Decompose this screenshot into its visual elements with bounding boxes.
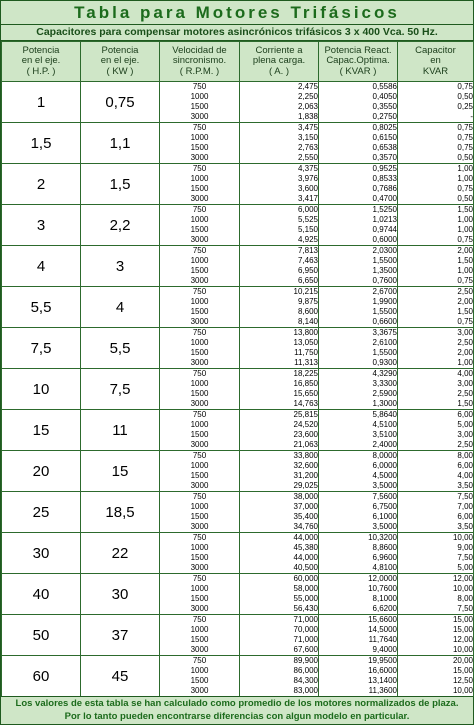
rpm-value: 1500 [160,225,240,235]
current-value: 60,000 [240,574,319,585]
current-value: 23,600 [240,430,319,440]
current-value: 25,815 [240,410,319,421]
capacitor-value: 0,75 [398,123,474,134]
header-rpm: Velocidad de sincronismo. ( R.P.M. ) [160,42,240,82]
kvar-optimal-value: 4,8100 [319,563,398,574]
kvar-optimal-value: 0,6538 [319,143,398,153]
table-row [2,369,474,380]
current-value: 18,225 [240,369,319,380]
kvar-optimal-value: 0,5586 [319,82,398,93]
current-value: 24,520 [240,420,319,430]
rpm-value: 1000 [160,543,240,553]
kvar-optimal-value: 0,9744 [319,225,398,235]
rpm-value: 1000 [160,379,240,389]
kvar-optimal-value: 1,9900 [319,297,398,307]
capacitor-value: 7,50 [398,492,474,503]
capacitor-value: 10,00 [398,686,474,697]
kw-value: 22 [81,533,160,574]
current-value: 7,813 [240,246,319,257]
kvar-optimal-value: 1,5500 [319,307,398,317]
hp-value: 7,5 [2,328,81,369]
table-row [2,533,474,544]
capacitor-value: 8,00 [398,594,474,604]
capacitor-value: 0,75 [398,133,474,143]
current-value: 67,600 [240,645,319,656]
capacitor-value: 7,50 [398,604,474,615]
rpm-value: 1500 [160,389,240,399]
rpm-value: 1000 [160,502,240,512]
kvar-optimal-value: 2,6100 [319,338,398,348]
kvar-optimal-value: 0,6600 [319,317,398,328]
kvar-optimal-value: 0,6000 [319,235,398,246]
current-value: 31,200 [240,471,319,481]
capacitor-value: 1,00 [398,266,474,276]
capacitor-value: 6,00 [398,512,474,522]
rpm-value: 1000 [160,215,240,225]
kvar-optimal-value: 0,7600 [319,276,398,287]
rpm-value: 1500 [160,102,240,112]
kvar-optimal-value: 0,4700 [319,194,398,205]
kvar-optimal-value: 1,5250 [319,205,398,216]
rpm-value: 750 [160,205,240,216]
hp-value: 5,5 [2,287,81,328]
capacitor-table [1,41,474,697]
current-value: 3,150 [240,133,319,143]
rpm-value: 1500 [160,143,240,153]
table-row [2,205,474,216]
capacitor-value: 15,00 [398,625,474,635]
current-value: 11,313 [240,358,319,369]
kvar-optimal-value: 6,0000 [319,461,398,471]
current-value: 71,000 [240,615,319,626]
kvar-optimal-value: 3,5000 [319,522,398,533]
table-row [2,492,474,503]
current-value: 10,215 [240,287,319,298]
rpm-value: 3000 [160,522,240,533]
kw-value: 45 [81,656,160,697]
rpm-value: 1500 [160,635,240,645]
capacitor-value: 0,25 [398,102,474,112]
current-value: 89,900 [240,656,319,667]
capacitor-value: 10,00 [398,584,474,594]
kvar-optimal-value: 13,1400 [319,676,398,686]
kw-value: 7,5 [81,369,160,410]
rpm-value: 3000 [160,112,240,123]
capacitor-value: 2,50 [398,389,474,399]
rpm-value: 3000 [160,604,240,615]
hp-value: 2 [2,164,81,205]
rpm-value: 1000 [160,666,240,676]
kvar-optimal-value: 1,5500 [319,348,398,358]
current-value: 15,650 [240,389,319,399]
current-value: 8,600 [240,307,319,317]
kw-value: 3 [81,246,160,287]
capacitor-value: 6,00 [398,461,474,471]
rpm-value: 750 [160,369,240,380]
current-value: 3,475 [240,123,319,134]
current-value: 14,763 [240,399,319,410]
kvar-optimal-value: 4,5100 [319,420,398,430]
current-value: 86,000 [240,666,319,676]
capacitor-value: 3,50 [398,481,474,492]
kvar-optimal-value: 2,0300 [319,246,398,257]
rpm-value: 3000 [160,399,240,410]
kw-value: 11 [81,410,160,451]
current-value: 2,475 [240,82,319,93]
rpm-value: 750 [160,328,240,339]
kvar-optimal-value: 10,7600 [319,584,398,594]
capacitor-value: 2,50 [398,338,474,348]
kvar-optimal-value: 1,0213 [319,215,398,225]
current-value: 70,000 [240,625,319,635]
capacitor-value: 6,00 [398,410,474,421]
kw-value: 1,1 [81,123,160,164]
kvar-optimal-value: 0,7686 [319,184,398,194]
capacitor-value: 0,50 [398,194,474,205]
kw-value: 18,5 [81,492,160,533]
current-value: 5,525 [240,215,319,225]
kvar-optimal-value: 15,6600 [319,615,398,626]
current-value: 2,550 [240,153,319,164]
capacitor-value: 10,00 [398,533,474,544]
rpm-value: 750 [160,451,240,462]
rpm-value: 750 [160,82,240,93]
kvar-optimal-value: 1,3000 [319,399,398,410]
footer-line-1: Los valores de esta tabla se han calculado como promedio de los motores normalizados de plaza. [15,698,459,709]
footer-note [1,696,473,724]
kvar-optimal-value: 0,9300 [319,358,398,369]
hp-value: 1,5 [2,123,81,164]
rpm-value: 1000 [160,256,240,266]
kw-value: 30 [81,574,160,615]
capacitor-value: 0,75 [398,143,474,153]
table-row [2,287,474,298]
capacitor-value: 2,00 [398,348,474,358]
kw-value: 1,5 [81,164,160,205]
capacitor-value: 12,00 [398,574,474,585]
kvar-optimal-value: 0,8025 [319,123,398,134]
kvar-optimal-value: 2,5900 [319,389,398,399]
capacitor-value: 1,00 [398,215,474,225]
page-title: Tabla para Motores Trifásicos [1,1,473,25]
table-row [2,123,474,134]
kvar-optimal-value: 9,4000 [319,645,398,656]
capacitor-value: 1,50 [398,256,474,266]
table-row [2,328,474,339]
capacitor-value: 0,75 [398,82,474,93]
current-value: 6,000 [240,205,319,216]
kvar-optimal-value: 3,5000 [319,481,398,492]
current-value: 8,140 [240,317,319,328]
kvar-optimal-value: 0,9525 [319,164,398,175]
current-value: 13,050 [240,338,319,348]
capacitor-value: 0,75 [398,235,474,246]
current-value: 56,430 [240,604,319,615]
capacitor-value: 9,00 [398,543,474,553]
rpm-value: 1500 [160,307,240,317]
current-value: 29,025 [240,481,319,492]
table-row [2,656,474,667]
current-value: 3,417 [240,194,319,205]
rpm-value: 1500 [160,348,240,358]
rpm-value: 1500 [160,471,240,481]
current-value: 7,463 [240,256,319,266]
kvar-optimal-value: 3,3675 [319,328,398,339]
hp-value: 50 [2,615,81,656]
rpm-value: 1000 [160,133,240,143]
kvar-optimal-value: 0,6150 [319,133,398,143]
rpm-value: 1500 [160,676,240,686]
capacitor-value: 0,75 [398,276,474,287]
rpm-value: 1500 [160,184,240,194]
rpm-value: 1500 [160,430,240,440]
capacitor-value: 7,50 [398,553,474,563]
hp-value: 1 [2,82,81,123]
rpm-value: 1500 [160,512,240,522]
current-value: 58,000 [240,584,319,594]
kvar-optimal-value: 11,3600 [319,686,398,697]
capacitor-value: 0,50 [398,92,474,102]
current-value: 40,500 [240,563,319,574]
current-value: 83,000 [240,686,319,697]
kvar-optimal-value: 12,0000 [319,574,398,585]
rpm-value: 1000 [160,461,240,471]
rpm-value: 3000 [160,686,240,697]
capacitor-value: 1,50 [398,307,474,317]
footer-line-2: Por lo tanto pueden encontrarse diferencias con algun modelo en particular. [64,711,410,722]
current-value: 1,838 [240,112,319,123]
kvar-optimal-value: 0,8533 [319,174,398,184]
table-row [2,451,474,462]
kw-value: 0,75 [81,82,160,123]
capacitor-value: 3,00 [398,430,474,440]
page-subtitle: Capacitores para compensar motores asincrónicos trifásicos 3 x 400 Vca. 50 Hz. [1,25,473,41]
kvar-optimal-value: 8,8600 [319,543,398,553]
kw-value: 37 [81,615,160,656]
capacitor-value: 1,50 [398,205,474,216]
current-value: 11,750 [240,348,319,358]
capacitor-value: 10,00 [398,645,474,656]
kvar-optimal-value: 0,4050 [319,92,398,102]
rpm-value: 750 [160,615,240,626]
rpm-value: 3000 [160,317,240,328]
kvar-optimal-value: 1,5500 [319,256,398,266]
capacitor-value: 8,00 [398,451,474,462]
current-value: 34,760 [240,522,319,533]
kw-value: 5,5 [81,328,160,369]
capacitor-value: 3,00 [398,379,474,389]
current-value: 2,250 [240,92,319,102]
capacitor-value: 5,00 [398,420,474,430]
capacitor-value: 0,75 [398,184,474,194]
kvar-optimal-value: 6,6200 [319,604,398,615]
hp-value: 4 [2,246,81,287]
kvar-optimal-value: 2,6700 [319,287,398,298]
header-row [2,42,474,82]
kvar-optimal-value: 6,9600 [319,553,398,563]
table-row [2,246,474,257]
table-row [2,82,474,93]
kw-value: 15 [81,451,160,492]
current-value: 55,000 [240,594,319,604]
kvar-optimal-value: 6,7500 [319,502,398,512]
kvar-optimal-value: 6,1000 [319,512,398,522]
table-row [2,164,474,175]
current-value: 13,800 [240,328,319,339]
hp-value: 40 [2,574,81,615]
kvar-optimal-value: 16,6000 [319,666,398,676]
kvar-optimal-value: 14,5000 [319,625,398,635]
capacitor-value: 20,00 [398,656,474,667]
kvar-optimal-value: 4,5000 [319,471,398,481]
current-value: 3,600 [240,184,319,194]
current-value: 3,976 [240,174,319,184]
rpm-value: 1000 [160,625,240,635]
header-kw: Potencia en el eje. ( KW ) [81,42,160,82]
current-value: 4,375 [240,164,319,175]
rpm-value: 1000 [160,297,240,307]
kvar-optimal-value: 1,3500 [319,266,398,276]
current-value: 32,600 [240,461,319,471]
kvar-optimal-value: 8,1000 [319,594,398,604]
capacitor-value: 1,00 [398,358,474,369]
current-value: 38,000 [240,492,319,503]
current-value: 21,063 [240,440,319,451]
rpm-value: 1500 [160,594,240,604]
current-value: 4,925 [240,235,319,246]
hp-value: 3 [2,205,81,246]
hp-value: 60 [2,656,81,697]
current-value: 44,000 [240,553,319,563]
capacitor-value: 1,00 [398,225,474,235]
capacitor-value: 5,00 [398,563,474,574]
current-value: 6,950 [240,266,319,276]
capacitor-value: - [398,112,474,123]
kvar-optimal-value: 0,2750 [319,112,398,123]
rpm-value: 1000 [160,584,240,594]
current-value: 9,875 [240,297,319,307]
rpm-value: 3000 [160,563,240,574]
current-value: 2,063 [240,102,319,112]
current-value: 35,400 [240,512,319,522]
rpm-value: 3000 [160,276,240,287]
capacitor-value: 2,50 [398,287,474,298]
rpm-value: 750 [160,574,240,585]
current-value: 71,000 [240,635,319,645]
rpm-value: 750 [160,533,240,544]
current-value: 44,000 [240,533,319,544]
rpm-value: 1500 [160,553,240,563]
hp-value: 30 [2,533,81,574]
capacitor-value: 15,00 [398,615,474,626]
kvar-optimal-value: 0,3570 [319,153,398,164]
header-current: Corriente a plena carga. ( A. ) [240,42,319,82]
capacitor-value: 2,00 [398,297,474,307]
rpm-value: 3000 [160,440,240,451]
capacitor-value: 12,50 [398,676,474,686]
rpm-value: 1000 [160,338,240,348]
kvar-optimal-value: 11,7640 [319,635,398,645]
capacitor-value: 1,00 [398,174,474,184]
kvar-optimal-value: 7,5600 [319,492,398,503]
rpm-value: 750 [160,492,240,503]
table-row [2,410,474,421]
current-value: 37,000 [240,502,319,512]
rpm-value: 750 [160,123,240,134]
kvar-optimal-value: 3,3300 [319,379,398,389]
current-value: 5,150 [240,225,319,235]
rpm-value: 3000 [160,194,240,205]
table-body [2,82,474,697]
capacitor-value: 1,00 [398,164,474,175]
rpm-value: 3000 [160,481,240,492]
kvar-optimal-value: 0,3550 [319,102,398,112]
hp-value: 10 [2,369,81,410]
current-value: 33,800 [240,451,319,462]
rpm-value: 750 [160,246,240,257]
rpm-value: 3000 [160,358,240,369]
current-value: 84,300 [240,676,319,686]
rpm-value: 3000 [160,235,240,246]
table-row [2,615,474,626]
header-capacitor: Capacitor en KVAR [398,42,474,82]
kvar-optimal-value: 3,5100 [319,430,398,440]
kvar-optimal-value: 8,0000 [319,451,398,462]
rpm-value: 750 [160,164,240,175]
rpm-value: 3000 [160,153,240,164]
rpm-value: 1000 [160,174,240,184]
rpm-value: 750 [160,410,240,421]
capacitor-value: 2,00 [398,246,474,257]
header-kvar-optimal: Potencia React. Capac.Optima. ( KVAR ) [319,42,398,82]
kvar-optimal-value: 4,3290 [319,369,398,380]
capacitor-value: 3,50 [398,522,474,533]
capacitor-value: 2,50 [398,440,474,451]
current-value: 2,763 [240,143,319,153]
capacitor-value: 0,50 [398,153,474,164]
kw-value: 2,2 [81,205,160,246]
capacitor-value: 1,50 [398,399,474,410]
rpm-value: 1000 [160,420,240,430]
kvar-optimal-value: 5,8640 [319,410,398,421]
hp-value: 15 [2,410,81,451]
rpm-value: 750 [160,287,240,298]
capacitor-value: 7,00 [398,502,474,512]
capacitor-value: 15,00 [398,666,474,676]
capacitor-value: 0,75 [398,317,474,328]
current-value: 6,650 [240,276,319,287]
capacitor-value: 4,00 [398,369,474,380]
capacitor-value: 3,00 [398,328,474,339]
hp-value: 20 [2,451,81,492]
hp-value: 25 [2,492,81,533]
current-value: 45,380 [240,543,319,553]
kvar-optimal-value: 10,3200 [319,533,398,544]
kvar-optimal-value: 19,9500 [319,656,398,667]
capacitor-value: 12,00 [398,635,474,645]
rpm-value: 1500 [160,266,240,276]
rpm-value: 3000 [160,645,240,656]
rpm-value: 1000 [160,92,240,102]
current-value: 16,850 [240,379,319,389]
header-hp: Potencia en el eje. ( H.P. ) [2,42,81,82]
capacitor-value: 4,00 [398,471,474,481]
table-row [2,574,474,585]
kw-value: 4 [81,287,160,328]
kvar-optimal-value: 2,4000 [319,440,398,451]
rpm-value: 750 [160,656,240,667]
